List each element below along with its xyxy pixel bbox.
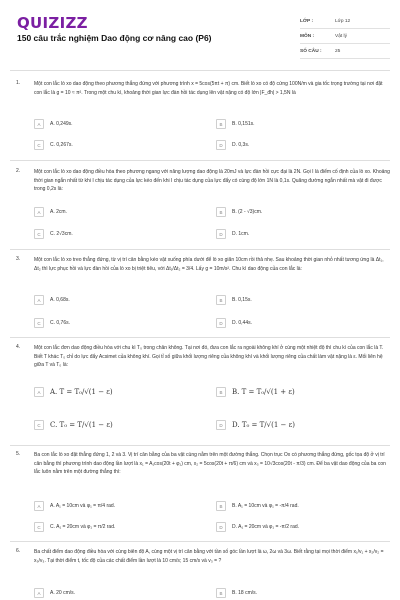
divider (10, 445, 390, 446)
option-letter-box: B (216, 119, 226, 129)
question-number: 3. (16, 256, 21, 262)
option-letter-box: A (34, 501, 44, 511)
option-d[interactable] (216, 139, 386, 151)
option-letter-box: B (216, 588, 226, 598)
option-text: D. 1cm. (232, 231, 250, 237)
option-text: B. 0,151s. (232, 121, 255, 127)
option-text: C. 0,76s. (50, 320, 71, 326)
option-text: A. 0,68s. (50, 297, 70, 303)
option-text: B. T = T₀/√(1 + ε) (232, 388, 295, 396)
option-a[interactable] (34, 381, 204, 403)
meta-value: Lớp 12 (335, 18, 351, 24)
option-b[interactable] (216, 294, 386, 306)
option-letter-box: C (34, 318, 44, 328)
option-text: B. 0,15s. (232, 297, 252, 303)
option-text: C. T₀ = T/√(1 − ε) (50, 421, 113, 429)
option-letter-box: A (34, 207, 44, 217)
question-number: 4. (16, 344, 21, 350)
question-number: 5. (16, 451, 21, 457)
option-d[interactable] (216, 317, 386, 329)
divider (10, 337, 390, 338)
option-d[interactable] (216, 228, 386, 240)
meta-row-subject (300, 29, 390, 44)
option-text: D. T₀ = T/√(1 − ε) (232, 421, 295, 429)
option-text: B. 18 cm/s. (232, 590, 258, 596)
meta-row-count (300, 44, 390, 59)
option-text: A. 0,249s. (50, 121, 73, 127)
option-b[interactable] (216, 500, 386, 512)
option-letter-box: B (216, 207, 226, 217)
option-a[interactable] (34, 206, 204, 218)
divider (10, 541, 390, 542)
option-letter-box: B (216, 295, 226, 305)
option-text: D. 0,44s. (232, 320, 253, 326)
option-a[interactable] (34, 294, 204, 306)
question-text: Một con lắc lò xo treo thẳng đứng, từ vị trí cân bằng kéo vật xuống phía dưới để lò xo giãn 10cm rồi thả nhẹ. Sau khoảng thời gian nhỏ nhất tương ứng là Δt₁, Δt₂ thì lực phục hồi và lực đàn hồi của lò xo bị triệt tiêu, với Δt₁/Δt₂ = 3/4. Lấy g = 10m/s². Chu kì dao động của con lắc là: (34, 257, 384, 272)
quiz-title: 150 câu trắc nghiệm Dao động cơ nâng cao (P6) (17, 33, 212, 43)
question-text: Ba chất điểm dao động điều hòa với cùng biên độ A, cùng một vị trí cân bằng với tần số góc lần lượt là ω, 2ω và 3ω. Biết rằng tại mọi thời điểm x₁/v₁ + x₂/v₂ = x₃/v₃. Tại thời điểm t, tốc độ của các chất điểm lần lượt là 10 cm/s; 15 cm/s và v₃ = ? (34, 549, 384, 564)
option-c[interactable] (34, 521, 204, 533)
meta-value: 25 (335, 48, 341, 54)
option-text: C. 0,267s. (50, 142, 73, 148)
meta-key: LỚP : (300, 18, 314, 24)
divider (10, 70, 390, 71)
option-letter-box: A (34, 588, 44, 598)
option-text: B. (2 - √3)cm. (232, 209, 263, 215)
option-text: A. 2cm. (50, 209, 67, 215)
option-d[interactable] (216, 521, 386, 533)
option-letter-box: B (216, 387, 226, 397)
meta-value: Vật lý (335, 33, 347, 39)
option-letter-box: D (216, 140, 226, 150)
option-b[interactable] (216, 381, 386, 403)
question-text: Một con lắc lò xo dao động theo phương thẳng đứng với phương trình x = 5cos(5πt + π) cm. Biết lò xo có độ cứng 100N/m và gia tốc trọng trường tại nơi đặt con lắc là g = 10 ≈ π². Trong một chu kì, khoảng thời gian lực đàn hồi tác dụng lên vật nặng có độ lớn |F_đh| > 1,5N là (34, 81, 383, 96)
option-letter-box: A (34, 387, 44, 397)
option-letter-box: B (216, 501, 226, 511)
option-letter-box: D (216, 522, 226, 532)
meta-key: MÔN : (300, 33, 315, 39)
option-text: A. T = T₀/√(1 − ε) (50, 388, 113, 396)
divider (10, 160, 390, 161)
option-letter-box: A (34, 295, 44, 305)
question-number: 1. (16, 80, 21, 86)
option-c[interactable] (34, 139, 204, 151)
option-b[interactable] (216, 587, 386, 599)
question-number: 2. (16, 168, 21, 174)
option-b[interactable] (216, 118, 386, 130)
question-number: 6. (16, 548, 21, 554)
option-letter-box: D (216, 420, 226, 430)
divider (10, 249, 390, 250)
question-text: Ba con lắc lò xo đặt thẳng đứng 1, 2 và 3. Vị trí cân bằng của ba vật cùng nằm trên một đường thẳng. Chọn trục Ox có phương thẳng đứng, gốc tọa độ ở vị trí cân bằng thì phương trình dao động lần lượt là x₁ = A₁cos(20t + φ₁) cm, x₂ = 5cos(20t + π/6) cm và x₃ = 10√3cos(20t - π/3) cm. Để ba vật dao động của ba con lắc luôn nằm trên một đường thẳng thì: (34, 452, 386, 475)
option-c[interactable] (34, 414, 204, 436)
meta-key: SỐ CÂU : (300, 48, 322, 54)
option-letter-box: C (34, 420, 44, 430)
option-a[interactable] (34, 500, 204, 512)
option-text: D. A₁ = 20cm và φ₁ = -π/2 rad. (232, 524, 300, 530)
option-text: C. A₁ = 20cm và φ₁ = π/2 rad. (50, 524, 116, 530)
option-letter-box: D (216, 318, 226, 328)
option-a[interactable] (34, 587, 204, 599)
option-b[interactable] (216, 206, 386, 218)
quizizz-logo[interactable]: QUIZIZZ (17, 14, 88, 32)
question-text: Một con lắc lò xo dao động điều hòa theo phương ngang với năng lượng dao động là 20mJ và lực đàn hồi cực đại là 2N. Gọi I là điểm cố định của lò xo. Khoảng thời gian ngắn nhất từ khi I chịu tác dụng của lực kéo đến khi I chịu tác dụng của lực đẩy có cùng độ lớn 1N là 0,1s. Quãng đường ngắn nhất mà vật đi được trong 0,2s là: (34, 169, 390, 192)
option-text: D. 0,3s. (232, 142, 250, 148)
option-c[interactable] (34, 317, 204, 329)
option-letter-box: A (34, 119, 44, 129)
option-text: C. 2√3cm. (50, 231, 73, 237)
option-letter-box: C (34, 140, 44, 150)
option-text: A. A₁ = 10cm và φ₁ = π/4 rad. (50, 503, 116, 509)
question-text: Một con lắc đơn dao động điều hòa với chu kì T₀ trong chân không. Tại nơi đó, đưa con lắc ra ngoài không khí ở cùng một nhiệt độ thì chu kì của con lắc là T. Biết T khác T₀ chỉ do lực đẩy Acsimet của không khí. Gọi tỉ số giữa khối lượng riêng của không khí và khối lượng riêng của chất làm vật nặng là ε. Mối liên hệ giữa T và T₀ là: (34, 345, 384, 368)
option-a[interactable] (34, 118, 204, 130)
option-letter-box: C (34, 229, 44, 239)
option-d[interactable] (216, 414, 386, 436)
meta-row-class (300, 14, 390, 29)
option-letter-box: D (216, 229, 226, 239)
option-c[interactable] (34, 228, 204, 240)
option-letter-box: C (34, 522, 44, 532)
quiz-meta-table (300, 14, 390, 59)
quiz-header (0, 0, 400, 72)
option-text: B. A₁ = 10cm và φ₁ = -π/4 rad. (232, 503, 299, 509)
option-text: A. 20 cm/s. (50, 590, 76, 596)
